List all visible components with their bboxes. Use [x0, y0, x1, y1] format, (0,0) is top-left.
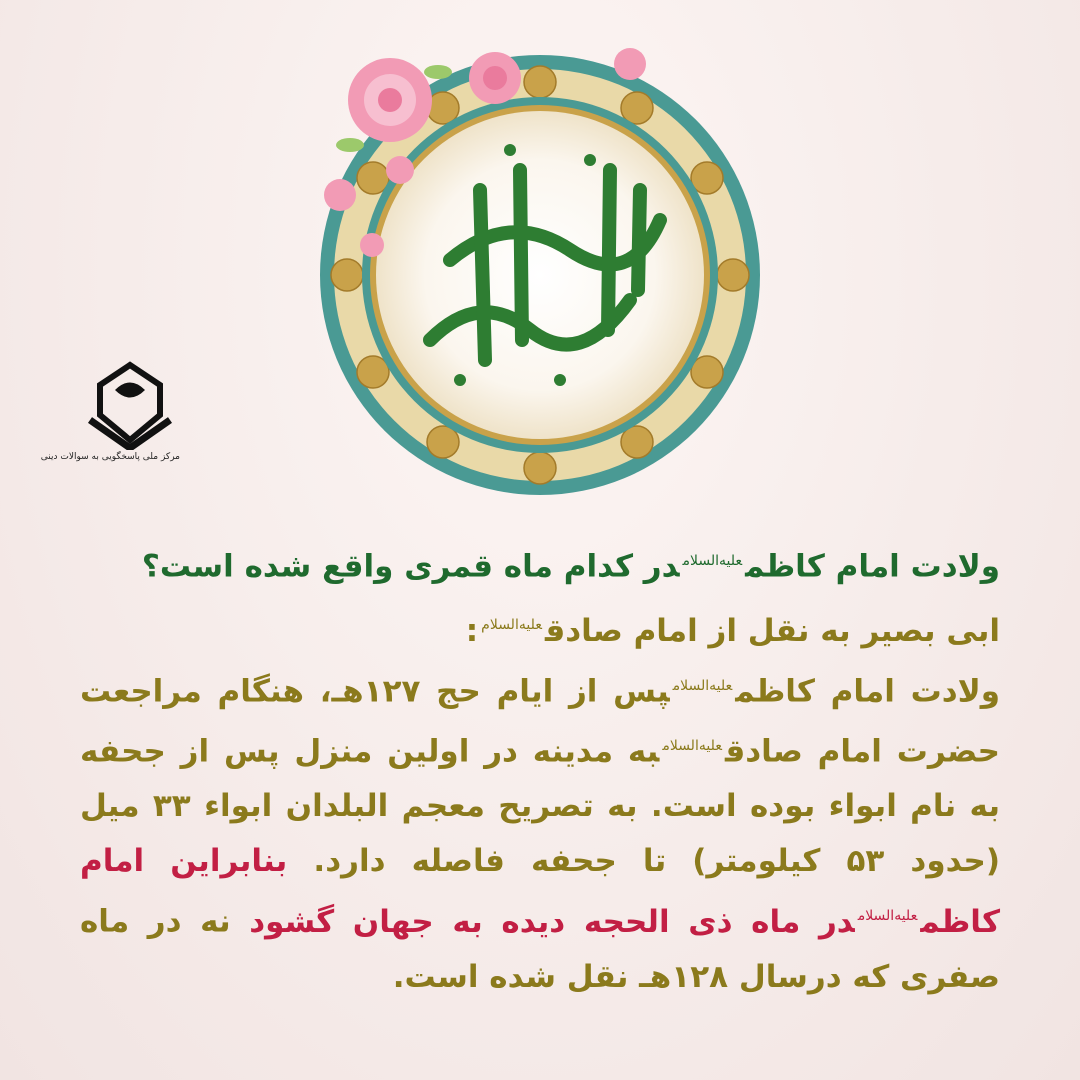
- organization-logo: [40, 360, 180, 470]
- honorific-label: علیه‌السلام: [857, 908, 918, 925]
- article-text: [80, 535, 1000, 1005]
- calligraphy-emblem: [310, 40, 770, 500]
- honorific-label: علیه‌السلام: [682, 553, 743, 569]
- body-paragraph: ابی بصیر به نقل از امام صادق$^{علیه‌السلام}$: ولادت امام کاظم$^{علیه‌السلام}$پس از ایام حج ۱۲۷هـ، هنگام مراجعت حضرت امام صادق$^{علیه‌السلام}$به مدینه در اولین منزل پس از جحفه به نام ابواء بوده است. به تصریح معجم البلدان ابواء ۳۳ میل (حدود ۵۳ کیلومتر) تا جحفه فاصله دارد. بنابراین امام کاظم$^{علیه‌السلام}$در ماه ذی الحجه دیده به جهان گشود نه در ماه صفری که درسال ۱۲۸هـ نقل شده است.: [80, 612, 1001, 995]
- emblem-graphic: [310, 40, 770, 500]
- logo-icon: [80, 360, 180, 450]
- question-heading: ولادت امام کاظم$^{علیه‌السلام}$در کدام ماه قمری واقع شده است؟: [141, 548, 1000, 585]
- logo-caption: مرکز ملی پاسخگویی به سوالات دینی: [40, 452, 180, 462]
- conclusion-tail: نه در ماه صفری که درسال ۱۲۸هـ نقل شده است.: [80, 903, 1000, 995]
- emblem-center: [376, 111, 704, 439]
- honorific-label: علیه‌السلام: [662, 737, 722, 754]
- intro-line: ابی بصیر به نقل از امام صادق$^{علیه‌السلام}$:: [465, 612, 1000, 649]
- highlighted-conclusion: بنابراین امام کاظم$^{علیه‌السلام}$در ماه ذی الحجه دیده به جهان گشود: [80, 843, 1000, 940]
- honorific-label: علیه‌السلام: [481, 617, 542, 634]
- honorific-label: علیه‌السلام: [672, 677, 733, 694]
